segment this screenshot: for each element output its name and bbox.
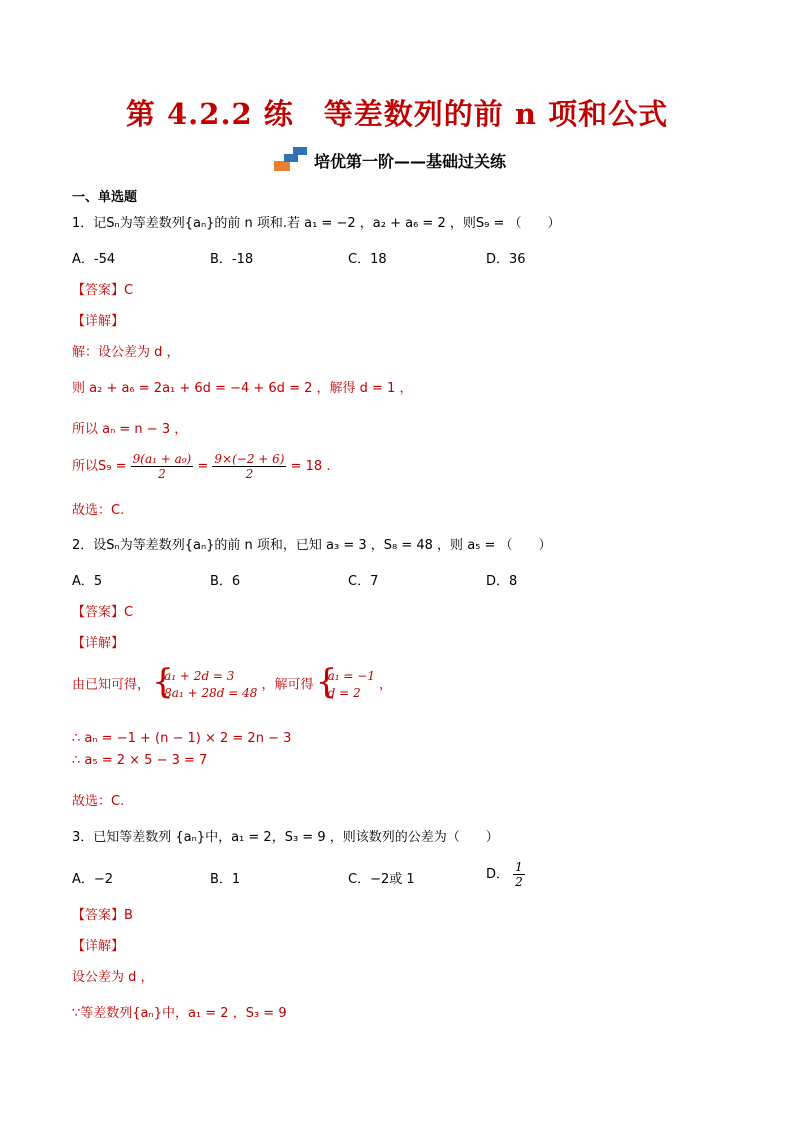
q3-stem: 3．已知等差数列 {aₙ}中，a₁ = 2，S₃ = 9 ，则该数列的公差为（ ） [72, 830, 499, 845]
q2-option-d: D．8 [486, 574, 518, 589]
q1-solution-line-3: 所以 aₙ = n − 3 ， [72, 422, 188, 437]
q3-detail-label: 【详解】 [72, 939, 125, 954]
q2-l1-mid: ，解可得 [261, 677, 314, 693]
q2-answer: 【答案】C [72, 605, 134, 620]
q1-f1-num: 9(a₁ + a₉) [132, 452, 192, 466]
q1-solution-line-4 [72, 452, 330, 481]
q2-sys1-eq-a: { a₁ + 2d = 3 [164, 669, 235, 683]
subtitle: 培优第一阶——基础过关练 [314, 151, 507, 171]
q3-option-d-den: 2 [515, 875, 523, 889]
q1-l4-pre: 所以S₉ = [72, 459, 131, 474]
q2-l1-pre: 由已知可得， [72, 677, 151, 693]
q3-option-c: C．−2或 1 [348, 872, 415, 887]
q3-option-d [486, 860, 525, 889]
q2-system-2 [318, 668, 375, 702]
q1-f1-den: 2 [158, 467, 166, 481]
page-title: 第 4.2.2 练 等差数列的前 n 项和公式 [125, 97, 669, 131]
q1-solution-line-5: 故选：C. [72, 503, 125, 518]
q2-l1-end: ， [379, 677, 393, 693]
q1-detail-label: 【详解】 [72, 314, 125, 329]
q2-option-b: B．6 [210, 574, 241, 589]
subtitle-block [274, 146, 506, 174]
q3-option-d-label: D． [486, 867, 510, 882]
q2-solution-line-1 [72, 668, 392, 702]
q3-option-a: A．−2 [72, 872, 114, 887]
q1-stem: 1．记Sₙ为等差数列{aₙ}的前 n 项和.若 a₁ = −2 ，a₂ + a₆ = 2 ，则S₉ = （ ） [72, 216, 561, 231]
q3-answer: 【答案】B [72, 908, 133, 923]
q1-option-c: C．18 [348, 252, 387, 267]
q3-option-d-fraction [513, 860, 525, 889]
q1-option-b: B．-18 [210, 252, 254, 267]
steps-icon [274, 147, 310, 173]
q1-f2-num: 9×(−2 + 6) [214, 452, 285, 466]
q1-solution-line-1: 解：设公差为 d ， [72, 345, 180, 360]
q1-answer: 【答案】C [72, 283, 134, 298]
q2-solution-line-2: ∴ aₙ = −1 + (n − 1) × 2 = 2n − 3 [72, 731, 292, 746]
q2-detail-label: 【详解】 [72, 636, 125, 651]
q1-fraction-2 [212, 452, 286, 481]
q2-system-1 [154, 668, 257, 702]
q1-l4-end: = 18 . [290, 459, 331, 474]
q2-option-a: A．5 [72, 574, 103, 589]
q1-option-a: A．-54 [72, 252, 116, 267]
q1-l4-mid: = [197, 459, 213, 474]
section-heading: 一、单选题 [72, 190, 138, 205]
q3-solution-line-1: 设公差为 d ， [72, 970, 154, 985]
q2-sys2-eq-a: { a₁ = −1 [327, 669, 375, 683]
q1-fraction-1 [131, 452, 194, 481]
q2-solution-line-3: ∴ a₅ = 2 × 5 − 3 = 7 [72, 753, 208, 768]
q3-option-b: B．1 [210, 872, 241, 887]
q2-sys1-eq-b: 8a₁ + 28d = 48 [164, 686, 258, 700]
q2-solution-line-4: 故选：C. [72, 794, 125, 809]
q1-solution-line-2: 则 a₂ + a₆ = 2a₁ + 6d = −4 + 6d = 2 ，解得 d = 1 ， [72, 381, 413, 396]
q2-option-c: C．7 [348, 574, 379, 589]
q3-solution-line-2: ∵等差数列{aₙ}中，a₁ = 2 ，S₃ = 9 [72, 1006, 287, 1021]
q1-f2-den: 2 [245, 467, 254, 481]
q2-sys2-eq-b: d = 2 [327, 686, 361, 700]
q1-option-d: D．36 [486, 252, 526, 267]
q3-option-d-num: 1 [515, 860, 523, 874]
q2-stem: 2．设Sₙ为等差数列{aₙ}的前 n 项和，已知 a₃ = 3 ，S₈ = 48 ，则 a₅ = （ ） [72, 538, 552, 553]
